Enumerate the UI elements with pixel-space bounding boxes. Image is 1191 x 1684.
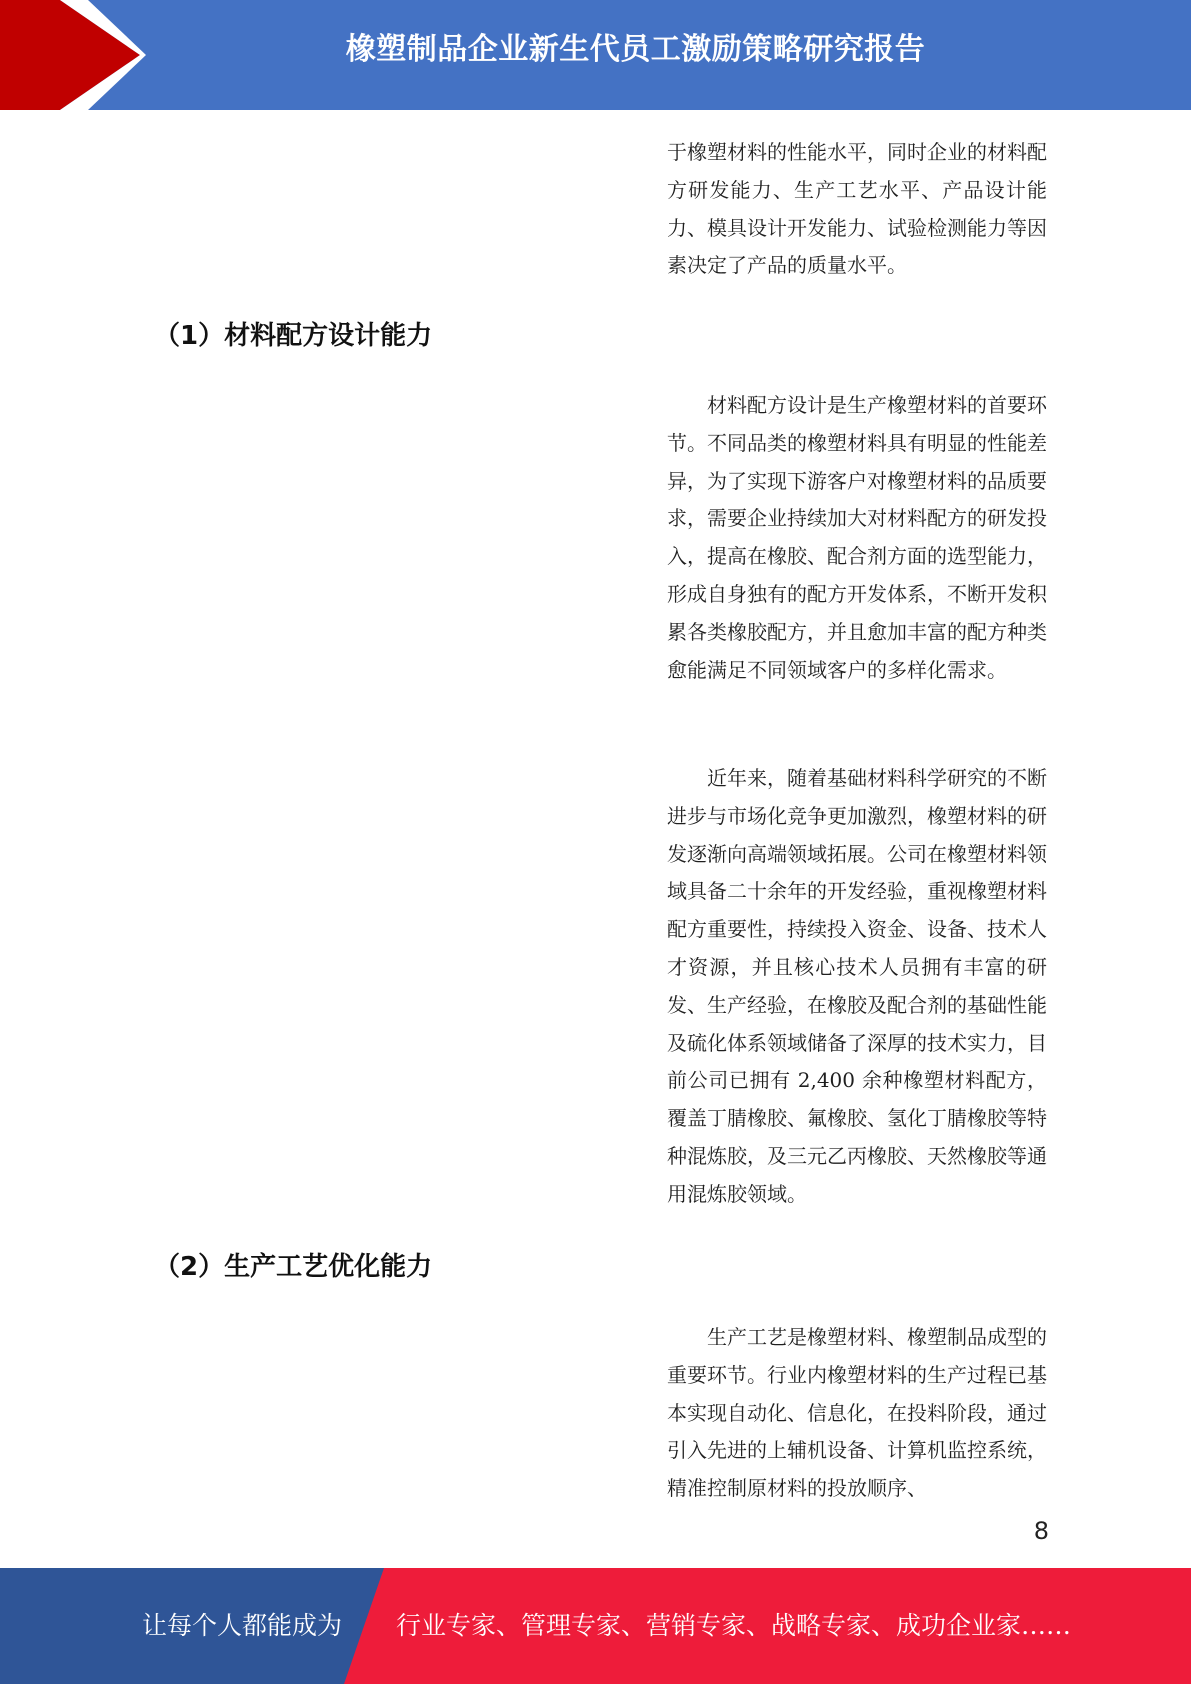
paragraph-production-process: 生产工艺是橡塑材料、橡塑制品成型的重要环节。行业内橡塑材料的生产过程已基本实现自动化、信息化，在投料阶段，通过引入先进的上辅机设备、计算机监控系统，精准控制原材料的投放顺序、 [667, 1325, 1047, 1501]
report-title: 橡塑制品企业新生代员工激励策略研究报告 [345, 32, 926, 67]
paragraph-recent-years: 近年来，随着基础材料科学研究的不断进步与市场化竞争更加激烈，橡塑材料的研发逐渐向高端领域拓展。公司在橡塑材料领域具备二十余年的开发经验，重视橡塑材料配方重要性，持续投入资金、设备、技术人才资源，并且核心技术人员拥有丰富的研发、生产经验，在橡胶及配合剂的基础性能及硫化体系领域储备了深厚的技术实力，目前公司已拥有 2,400 余种橡塑材料配方，覆盖丁腈橡胶、氟橡胶、氢化丁腈橡胶等特种混炼胶，及三元乙丙橡胶、天然橡胶等通用混炼胶领域。 [667, 766, 1047, 1206]
footer-slogan-right: 行业专家、管理专家、营销专家、战略专家、成功企业家…… [396, 1611, 1072, 1640]
footer-slogan-left: 让每个人都能成为 [142, 1611, 343, 1640]
intro-paragraph: 于橡塑材料的性能水平，同时企业的材料配方研发能力、生产工艺水平、产品设计能力、模具设计开发能力、试验检测能力等因素决定了产品的质量水平。 [667, 140, 1047, 278]
section-heading-process-optimization: （2）生产工艺优化能力 [154, 1252, 433, 1282]
page-footer [0, 1568, 1191, 1684]
paragraph-material-formula: 材料配方设计是生产橡塑材料的首要环节。不同品类的橡塑材料具有明显的性能差异，为了实现下游客户对橡塑材料的品质要求，需要企业持续加大对材料配方的研发投入，提高在橡胶、配合剂方面的选型能力，形成自身独有的配方开发体系，不断开发积累各类橡胶配方，并且愈加丰富的配方种类愈能满足不同领域客户的多样化需求。 [667, 393, 1047, 682]
page-number: 8 [1033, 1517, 1049, 1545]
header-arrow-decoration [0, 0, 160, 110]
section-heading-material-formula: （1）材料配方设计能力 [154, 321, 433, 351]
page-header [0, 0, 1191, 110]
